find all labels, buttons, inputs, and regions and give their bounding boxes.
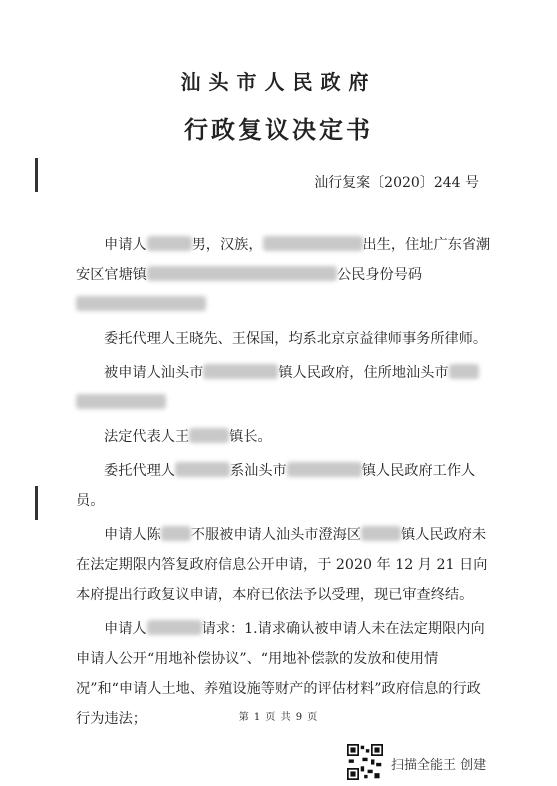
qr-code-icon [347, 744, 383, 780]
redaction [147, 236, 192, 251]
redaction [147, 266, 337, 281]
binding-mark [35, 158, 38, 192]
applicant-paragraph: 申请人 男，汉族， 出生，住址广东省潮安区官塘镇 公民身份号码 [76, 230, 494, 320]
redaction [449, 364, 479, 379]
case-paragraph: 申请人陈 不服被申请人汕头市澄海区 镇人民政府未在法定期限内答复政府信息公开申请，于 2020 年 12 月 21 日向本府提出行政复议申请，本府已依法予以受理，现已审查终结。 [76, 527, 488, 603]
redaction [76, 296, 206, 311]
binding-mark [35, 486, 38, 520]
request-paragraph: 申请人 请求：1.请求确认被申请人未在法定期限内向申请人公开“用地补偿协议”、“用地补偿款的发放和使用情况”和“申请人土地、养殖设施等财产的评估材料”政府信息的行政行为违法； [76, 621, 485, 727]
issuing-authority: 汕头市人民政府 [180, 70, 377, 94]
redaction [161, 526, 191, 541]
respondent-paragraph: 被申请人汕头市 镇人民政府，住所地汕头市 [76, 358, 494, 418]
redaction [76, 394, 166, 409]
document-number: 汕行复案〔2020〕244 号 [314, 175, 479, 191]
redaction [287, 462, 362, 477]
redaction [147, 620, 202, 635]
redaction [189, 428, 229, 443]
scanner-watermark: 扫描全能王 创建 [391, 758, 487, 773]
redaction [203, 364, 278, 379]
redaction [361, 526, 401, 541]
document-title: 行政复议决定书 [184, 115, 373, 144]
respondent-agent-paragraph: 委托代理人 系汕头市 镇人民政府工作人员。 [76, 463, 476, 509]
page-number: 第 1 页 共 9 页 [238, 712, 319, 723]
redaction [175, 462, 230, 477]
redaction [263, 236, 363, 251]
agent-paragraph: 委托代理人王晓先、王保国，均系北京京益律师事务所律师。 [104, 331, 488, 347]
legal-rep-paragraph: 法定代表人王 镇长。 [104, 429, 272, 445]
document-body [76, 230, 494, 738]
